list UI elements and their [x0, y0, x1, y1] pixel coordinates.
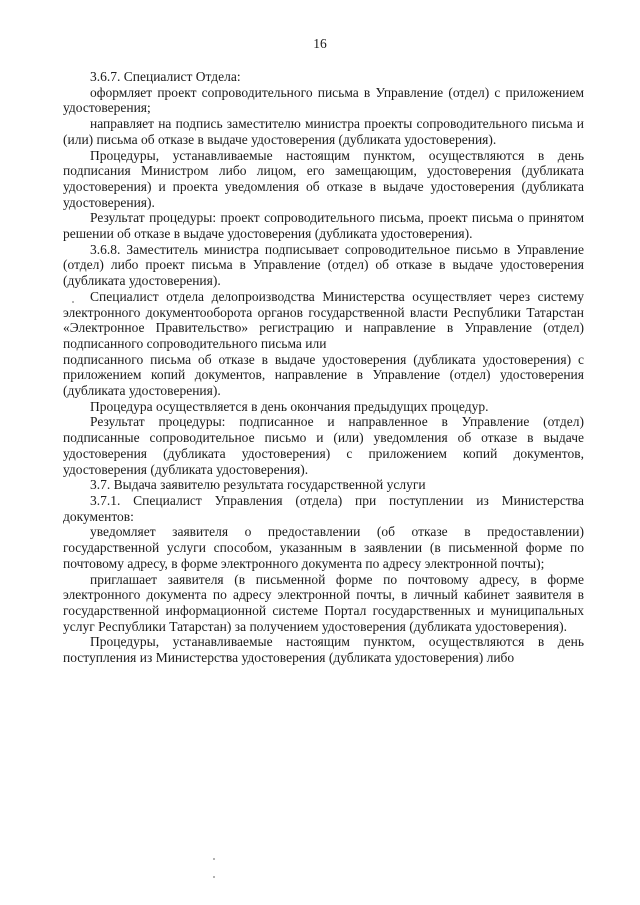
document-body	[63, 69, 584, 666]
paragraph: оформляет проект сопроводительного письма в Управление (отдел) с приложением удостоверения;	[63, 84, 584, 116]
scan-speck	[213, 876, 215, 878]
paragraph: Специалист отдела делопроизводства Министерства осуществляет через систему электронного документооборота органов государственной власти Республики Татарстан «Электронное Правительство» регистрацию и направление в Управление (отдел) подписанного сопроводительного письма или	[63, 288, 584, 351]
paragraph: Процедуры, устанавливаемые настоящим пунктом, осуществляются в день подписания Министром либо лицом, его замещающим, удостоверения (дубликата удостоверения) и проекта уведомления об отказе в выдаче удостоверения (дубликата удостоверения).	[63, 147, 584, 210]
paragraph-continuation: подписанного письма об отказе в выдаче удостоверения (дубликата удостоверения) с приложением копий документов, направление в Управление (отдел) удостоверения (дубликата удостоверения).	[63, 351, 584, 399]
scan-speck	[72, 301, 74, 303]
paragraph: направляет на подпись заместителю министра проекты сопроводительного письма и (или) письма об отказе в выдаче удостоверения (дубликата удостоверения).	[63, 116, 584, 147]
scan-speck	[213, 858, 215, 860]
section-heading-3-7: 3.7. Выдача заявителю результата государственной услуги	[90, 477, 426, 493]
paragraph: Процедура осуществляется в день окончания предыдущих процедур.	[90, 398, 489, 414]
paragraph: Результат процедуры: проект сопроводительного письма, проект письма о принятом решении об отказе в выдаче удостоверения (дубликата удостоверения).	[63, 210, 584, 242]
paragraph-3-6-8: 3.6.8. Заместитель министра подписывает сопроводительное письмо в Управление (отдел) либо проект письма в Управление (отдел) об отказе в выдаче удостоверения (дубликата удостоверения).	[63, 241, 584, 289]
paragraph: Результат процедуры: подписанное и направленное в Управление (отдел) подписанные сопроводительное письмо и (или) уведомления об отказе в выдаче удостоверения (дубликата удостоверения) с приложением копий документов, удостоверения (дубликата удостоверения).	[63, 414, 584, 477]
paragraph-3-7-1: 3.7.1. Специалист Управления (отдела) при поступлении из Министерства документов:	[63, 492, 584, 524]
page-number: 16	[313, 36, 327, 51]
paragraph-3-6-7-heading: 3.6.7. Специалист Отдела:	[90, 69, 241, 84]
paragraph: приглашает заявителя (в письменной форме по почтовому адресу, в форме электронного документа по адресу электронной почты, в личный кабинет заявителя в государственной информационной системе Портал государственных и муниципальных услуг Республики Татарстан) за получением удостоверения (дубликата удостоверения).	[63, 571, 584, 634]
paragraph: уведомляет заявителя о предоставлении (об отказе в предоставлении) государственной услуги способом, указанным в заявлении (в письменной форме по почтовому адресу, в форме электронного документа по адресу электронной почты);	[63, 524, 584, 571]
paragraph: Процедуры, устанавливаемые настоящим пунктом, осуществляются в день поступления из Министерства удостоверения (дубликата удостоверения) либо	[63, 634, 584, 666]
